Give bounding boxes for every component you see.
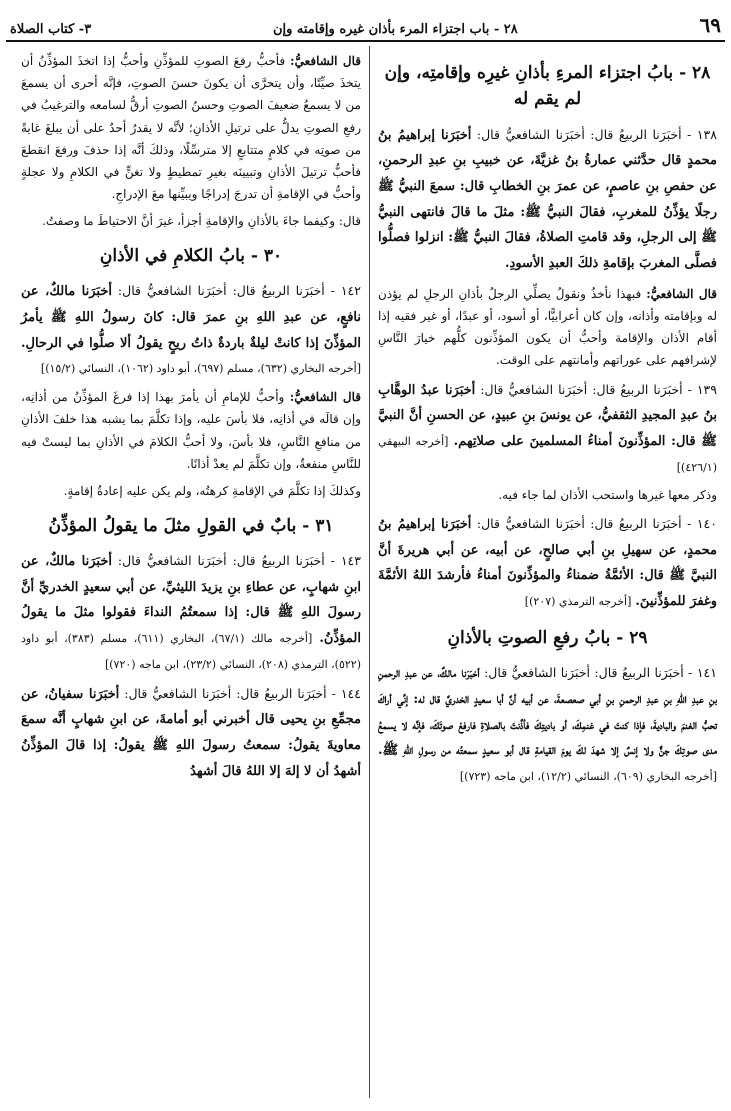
hadith-139 bbox=[378, 378, 717, 479]
page-number: ٦٩ bbox=[699, 13, 721, 37]
hadith-142-reference: [أخرجه البخاري (٦٣٢)، مسلم (٦٩٧)، أبو داود (١٠٦٢)، النسائي (١٥/٢)] bbox=[40, 362, 361, 376]
hadith-139-reference: [أخرجه البيهقي (٤٢٦/١)] bbox=[378, 434, 717, 474]
commentary-142-label: قال الشافعيُّ: bbox=[289, 390, 361, 405]
hadith-138-text: أخبَرَنا إبراهيمُ بنُ محمدٍ قال حدَّثني عمارةُ بنُ غزيَّةَ، عن خبيبِ بنِ عبدِ الرحمنِ، عن حفصِ بنِ عاصمٍ، عن عمرَ بنِ الخطابِ قال: سمعَ النبيُّ ﷺ رجلًا يؤذِّنُ للمغربِ، فقالَ النبيُّ ﷺ: مثلَ ما قالَ فانتهى النبيُّ ﷺ إلى الرجلِ، وقد قامتِ الصلاةُ، فقالَ النبيُّ ﷺ: انزلوا فصلُّوا فصلَّى المغربَ بإقامةِ ذلكَ العبدِ الأسودِ. bbox=[378, 127, 717, 272]
hadith-144-isnad-head: ١٤٤ - أخبَرَنا الربيعُ قال: أخبَرَنا الشافعيُّ قال: bbox=[124, 685, 361, 701]
commentary-142-text: وأحبُّ للإمامِ أن يأمرَ بهذا إذا فرغَ المؤذِّنُ من أذانِه، وإن قالَه في أذانِه، فلا بأسَ عليه، وإذا تكلَّمَ بما يشبه هذا خلفَ الأذانِ من منافعِ النَّاسِ، فلا بأسَ، ولا أحبُّ الكلامَ في الأذانِ بما ليستْ فيه للنَّاسِ منفعةٌ، وإن تكلَّمَ لم يعدْ أذانًا. bbox=[21, 390, 361, 471]
note-raising-voice: قال: وكيفما جاءَ بالأذانِ والإقامةِ أجزأ، غيرَ أنَّ الاحتياطَ ما وصفتُ. bbox=[42, 214, 361, 229]
hadith-141-reference: [أخرجه البخاري (٦٠٩)، النسائي (١٢/٢)، ابن ماجه (٧٢٣)] bbox=[459, 769, 717, 783]
note-142: وكذلكَ إذا تكلَّمَ في الإقامةِ كرهتُه، ولم يكن عليه إعادةُ إقامةٍ. bbox=[63, 483, 361, 498]
hadith-142-text: أخبَرَنا مالكٌ، عن نافعٍ، عن عبدِ اللهِ بنِ عمرَ قال: كانَ رسولُ اللهِ ﷺ يأمرُ المؤذِّنَ إذا كانتْ ليلةٌ باردةٌ ذاتُ ريحٍ يقولُ ألا صلُّوا في الرحالِ. bbox=[21, 284, 361, 351]
running-book-title: ٣- كتاب الصلاة bbox=[10, 22, 92, 37]
commentary-142 bbox=[21, 386, 361, 475]
commentary-raising-voice-label: قال الشافعيُّ: bbox=[290, 54, 361, 68]
hadith-139-text: أخبَرَنا عبدُ الوهَّابِ بنُ عبدِ المجيدِ الثقفيُّ، عن يونسَ بنِ عبيدٍ، عن الحسنِ أنَّ النبيَّ ﷺ قال: المؤذِّنونَ أمناءُ المسلمينَ على صلاتِهم. bbox=[378, 382, 717, 449]
commentary-138-label: قال الشافعيُّ: bbox=[646, 286, 717, 301]
hadith-143-reference: [أخرجه مالك (٦٧/١)، البخاري (٦١١)، مسلم (٣٨٣)، أبو داود (٥٢٢)، الترمذي (٢٠٨)، النسائي (٢٣/٢)، ابن ماجه (٧٢٠)] bbox=[21, 631, 361, 671]
hadith-144 bbox=[21, 682, 361, 785]
hadith-142-isnad-head: ١٤٢ - أخبَرَنا الربيعُ قال: أخبَرَنا الشافعيُّ قال: bbox=[117, 283, 361, 299]
commentary-138-text: فبهذا نأخذُ ونقولُ يصلِّي الرجلُ بأذانِ الرجلِ لم يؤذن له وبإقامته وأذانه، وإن كان أعرابيًّا، أو أسود، أو عبدًا، أو غير فقيه إذا أقام الأذان والإقامة وأحبُّ أن يكون المؤذِّنون كلُّهم خيارَ النَّاسِ لإشرافهم على عوراتهم وأمانتهم على الوقت. bbox=[378, 286, 717, 368]
hadith-143-isnad-head: ١٤٣ - أخبَرَنا الربيعُ قال: أخبَرَنا الشافعيُّ قال: bbox=[117, 552, 361, 568]
chapter-29-heading: ٢٩ - بابُ رفعِ الصوتِ بالأذانِ bbox=[447, 627, 648, 648]
hadith-141 bbox=[378, 661, 717, 788]
hadith-140-text: أخبَرَنا إبراهيمُ بنُ محمدٍ، عن سهيلِ بنِ أبي صالحٍ، عن أبيه، عن أبي هريرةَ أنَّ النبيَّ ﷺ قال: الأئمَّةُ ضمناءُ والمؤذِّنونَ أمناءُ فأرشدَ اللهُ الأئمَّةَ وغفرَ للمؤذِّنينَ. bbox=[378, 517, 717, 610]
hadith-143 bbox=[21, 549, 361, 676]
hadith-140 bbox=[378, 512, 717, 615]
commentary-raising-voice-text: فأحبُّ رفعَ الصوتِ للمؤذِّنِ وأحبُّ إذا اتخذَ المؤذِّنُ أن يتخذَ صيِّتًا، وأن يتحرَّى أن يكونَ حسنَ الصوتِ، فإنَّه أحرى أن يسمعَ من لا يسمعُ ضعيفَ الصوتِ وحسنُ الصوتِ أرقُّ لسامعه والترغيبُ في رفعِ الصوتِ يدلُّ على ترتيلِ الأذانِ؛ لأنَّه لا يقدرُ أحدٌ على أن يبلغَ غايةً من صوتِه في كلامٍ متتابعٍ إلا مترسِّلًا، وذلكَ أنَّه إذا حذفَ ورفعَ انقطعَ فأحبُّ ترتيلَ الأذانِ وتبيينَه بغيرِ تمطيطٍ ولا تغنٍّ في الكلامِ ولا عجلةٍ وأحبُّ في الإقامةِ أن تدرجَ إدراجًا ويبيِّنها معَ الإدراجِ. bbox=[21, 54, 361, 202]
hadith-143-text: أخبَرَنا مالكٌ، عن ابنِ شهابٍ، عن عطاءِ بنِ يزيدَ الليثيِّ، عن أبي سعيدٍ الخدريِّ أنَّ رسولَ اللهِ ﷺ قال: إذا سمعتُمُ النداءَ فقولوا مثلَ ما يقولُ المؤذِّنُ. bbox=[21, 553, 361, 646]
book-page bbox=[6, 8, 725, 1098]
running-chapter-title: ٢٨ - باب اجتزاء المرء بأذان غيره وإقامته وإن bbox=[272, 22, 518, 37]
hadith-138-isnad-head: ١٣٨ - أخبَرَنا الربيعُ قال: أخبَرَنا الشافعيُّ قال: bbox=[476, 126, 717, 142]
hadith-138 bbox=[378, 123, 717, 277]
text-columns bbox=[6, 46, 725, 1098]
hadith-140-isnad-head: ١٤٠ - أخبَرَنا الربيعُ قال: أخبَرَنا الشافعيُّ قال: bbox=[476, 516, 717, 532]
hadith-141-text: أخبَرَنا مالكٌ، عن عبدِ الرحمنِ بنِ عبدِ اللهِ بنِ عبدِ الرحمنِ بنِ أبي صعصعةَ، عن أبيه أنَّ أبا سعيدٍ الخدريَّ قال له: إنِّي أراكَ تحبُّ الغنمَ والباديةَ، فإذا كنتَ في غنمِكَ، أو باديتِكَ فأذَّنتَ بالصلاةِ فارفعْ صوتَكَ، فإنَّه لا يسمعُ مدى صوتِكَ جنٌّ ولا إنسٌ إلا شهدَ لكَ يومَ القيامةِ قال أبو سعيدٍ سمعتُه من رسولِ اللهِ ﷺ. bbox=[378, 666, 717, 759]
right-column bbox=[369, 46, 725, 1098]
chapter-28-heading: ٢٨ - بابُ اجتزاء المرءِ بأذانِ غيرِه وإقامتِه، وإن لم يقم له bbox=[384, 63, 711, 110]
page-header bbox=[6, 8, 725, 42]
chapter-31-heading: ٣١ - بابٌ في القولِ مثلَ ما يقولُ المؤذِّنُ bbox=[48, 515, 334, 536]
commentary-raising-voice bbox=[21, 50, 361, 205]
commentary-138 bbox=[378, 283, 717, 372]
left-column bbox=[13, 46, 369, 1098]
hadith-142 bbox=[21, 279, 361, 380]
hadith-141-isnad-head: ١٤١ - أخبَرَنا الربيعُ قال: أخبَرَنا الشافعيُّ قال: bbox=[484, 665, 717, 681]
hadith-140-reference: [أخرجه الترمذي (٢٠٧)] bbox=[524, 595, 632, 609]
chapter-30-heading: ٣٠ - بابُ الكلامِ في الأذانِ bbox=[99, 245, 283, 266]
hadith-144-text: أخبَرَنا سفيانُ، عن مجمِّعِ بنِ يحيى قال أخبرني أبو أمامةَ، عن ابنِ شهابٍ أنَّه سمعَ معاويةَ يقولُ: سمعتُ رسولَ اللهِ ﷺ يقولُ: إذا قالَ المؤذِّنُ أشهدُ أن لا إلهَ إلا اللهُ قالَ أشهدُ bbox=[21, 686, 361, 779]
hadith-139-isnad-head: ١٣٩ - أخبَرَنا الربيعُ قال: أخبَرَنا الشافعيُّ قال: bbox=[480, 381, 717, 397]
note-139: وذكر معها غيرها واستحب الأذان لما جاء فيه. bbox=[498, 487, 717, 502]
